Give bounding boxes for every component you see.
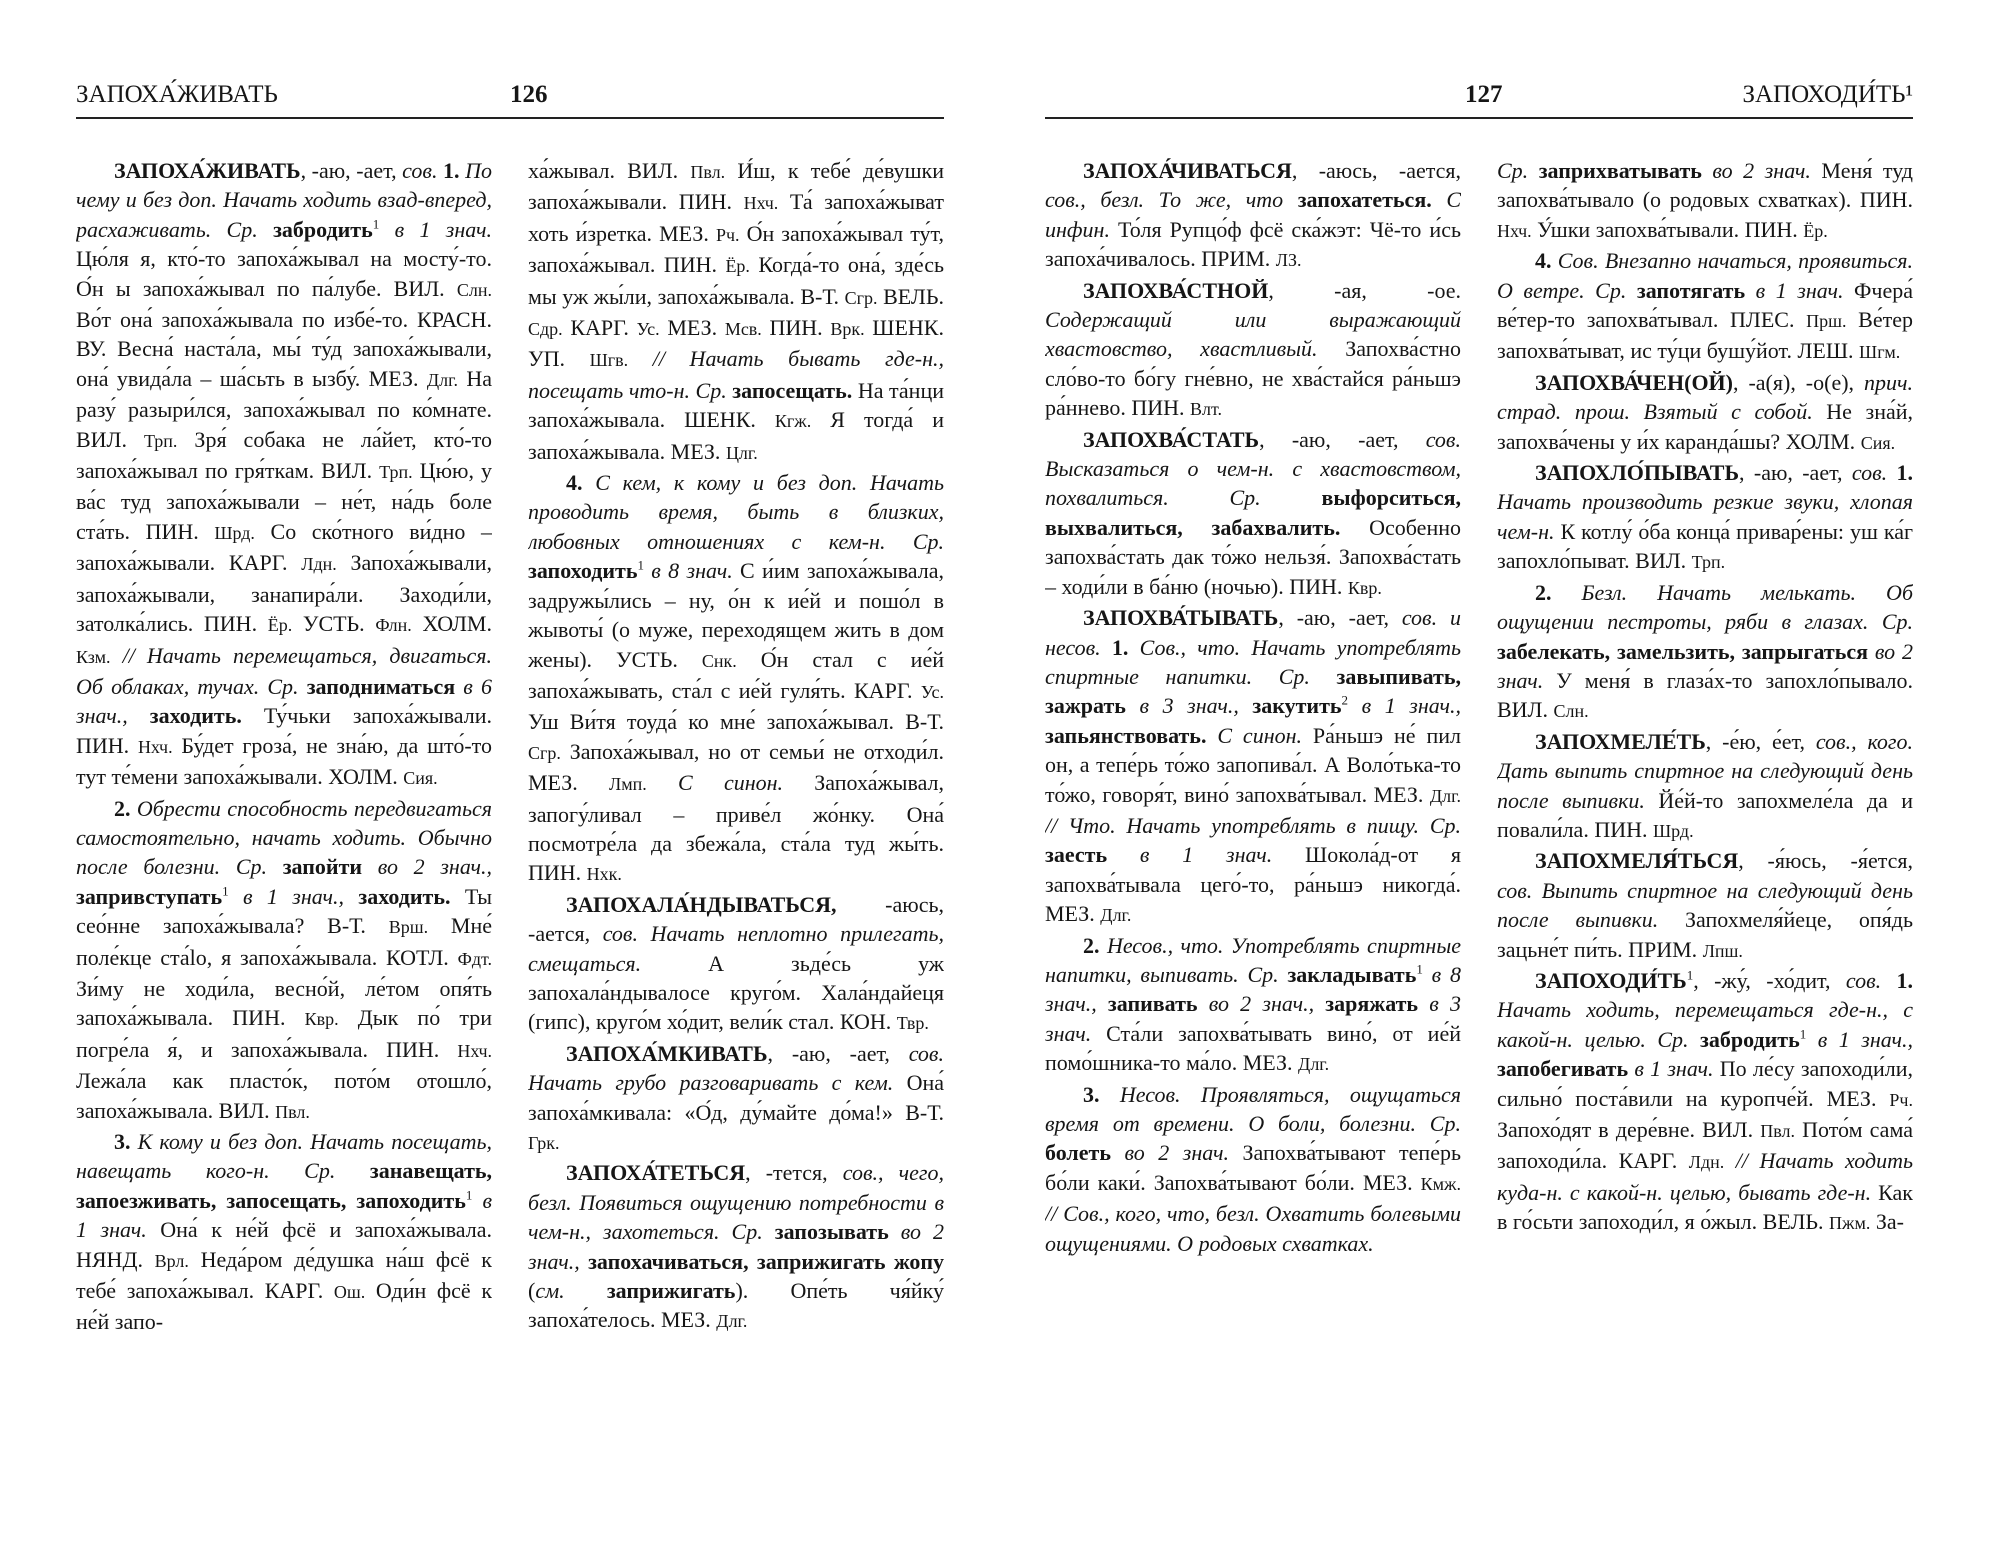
right-column-1 (1045, 156, 1461, 1446)
continued-text: Ср. заприхватывать во 2 знач. Меня́ туд запохва́тывало (о родовых схватках). ПИН. Нхч. У́шки запохва́тывали. ПИН. Ёр. (1497, 158, 1913, 242)
sense-paragraph: 2. Несов., что. Употреблять спиртные напитки, выпивать. Ср. закладывать$^1$ в 8 знач., запивать во 2 знач., заряжать в 3 знач. Ста́ли запохва́тывать вино́, от ие́й помо́шника-то ма́ло. МЕЗ. Длг. (1045, 932, 1461, 1076)
left-running-head (76, 0, 944, 120)
dictionary-entry: ЗАПОХМЕЛЯ́ТЬСЯ, -я́юсь, -я́ется, сов. Выпить спиртное на следующий день после выпивки. Запохмеля́йеце, опя́дь зацьне́т пи́ть. ПРИМ. Лпш. (1497, 848, 1913, 962)
left-columns (76, 156, 944, 1446)
sense-paragraph: 2. Обрести способность передвигаться самостоятельно, начать ходить. Обычно после болезни. Ср. запойти во 2 знач., запривступать$^1$ в 1 знач., заходить. Ты сео́нне запоха́жывала? В-Т. Врш. Мне́ поле́кце ста́lо, я запоха́жывaла. КОТЛ. Фдт. Зи́му не ходи́ла, весно́й, ле́том опя́ть запоха́жывала. ПИН. Квр. Дык по́ три погре́ла я́, и запоха́жывала. ПИН. Нхч. Лежа́ла как пласто́к, пото́м отошло́, запоха́жывала. ВИЛ. Пвл. (76, 795, 492, 1123)
dictionary-entry: ЗАПОХАЛА́НДЫВАТЬСЯ, -аюсь, -ается, сов. Начать неплотно прилегать, смещаться. А зьде́сь уж запохала́ндывалосе круго́м. Хала́ндайеця (гипс), круго́м хо́дит, вели́к стал. КОН. Твр. (528, 891, 944, 1035)
right-header-rule (1045, 117, 1913, 119)
dictionary-entry: ЗАПОХВА́СТНОЙ, -ая, -ое. Содержащий или выражающий хвастовство, хвастливый. Запохва́стно сло́во-то бо́гу гне́вно, не хва́стайся ра́ньшэ ра́ннево. ПИН. Влт. (1045, 277, 1461, 421)
right-running-head (1045, 0, 1913, 120)
left-header-rule (76, 117, 944, 119)
dictionary-entry: ЗАПОХА́МКИВАТЬ, -аю, -ает, сов. Начать грубо разговаривать с кем. Она́ запоха́мкивала: «О́д, ду́майте до́ма!» В-Т. Грк. (528, 1040, 944, 1153)
dictionary-entry: $ЗАПОХОДИ́ТЬ^1$, -жу́, -хо́дит, сов. 1. Начать ходить, перемещаться где-н., с какой-н. целью. Ср. забродить$^1$ в 1 знач., запобегивать в 1 знач. По ле́су запоходи́ли, сильно́ поста́вили на куропче́й. МЕЗ. Рч. Запохо́дят в дере́вне. ВИЛ. Пвл. Пото́м сама́ запоходи́ла. КАРГ. Лдн. // Начать ходить куда-н. с какой-н. целью, бывать где-н. Как в го́сьти запоходи́л, я о́жыл. ВЕЛЬ. Пжм. За- (1497, 967, 1913, 1235)
sense-paragraph: 2. Безл. Начать мелькать. Об ощущении пестроты, ряби в глазах. Ср. забелекать, замельзить, запрыгаться во 2 знач. У меня́ в глаза́х-то запохло́пывало. ВИЛ. Слн. (1497, 579, 1913, 723)
right-columns (1045, 156, 1913, 1446)
dictionary-entry: ЗАПОХВА́ЧЕН(ОЙ), -а(я), -о(е), прич. страд. прош. Взятый с собой. Не зна́й, запохва́чены у и́х каранда́шы? ХОЛМ. Сия. (1497, 369, 1913, 454)
dictionary-entry: ЗАПОХВА́СТАТЬ, -аю, -ает, сов. Высказаться о чем-н. с хвастовством, похвалиться. Ср. выфорситься, выхвалиться, забахвалить. Особенно запохва́стать дак то́жо нельзя́. Запохва́стать – ходи́ли в ба́ню (ночью). ПИН. Квр. (1045, 426, 1461, 599)
left-page (76, 0, 944, 1545)
sense-paragraph: 3. Несов. Проявляться, ощущаться время от времени. О боли, болезни. Ср. болеть во 2 знач. Запохва́тывают тепе́рь бо́ли каки́. Запохва́тывают бо́ли. МЕЗ. Кмж. // Сов., кого, что, безл. Охватить болевыми ощущениями. О родовых схватках. (1045, 1081, 1461, 1256)
dictionary-entry: ЗАПОХМЕЛЕ́ТЬ, -е́ю, е́ет, сов., кого. Дать выпить спиртное на следующий день после выпивки. Йе́й-то запохмеле́ла да и повали́ла. ПИН. Шрд. (1497, 728, 1913, 842)
dictionary-entry: ЗАПОХЛО́ПЫВАТЬ, -аю, -ает, сов. 1. Начать производить резкие звуки, хлопая чем-н. К котлу́ о́ба конца́ привар́ены: уш ка́г запохло́пыват. ВИЛ. Трп. (1497, 460, 1913, 574)
sense-paragraph: 3. К кому и без доп. Начать посещать, навещать кого-н. Ср. занавещать, запоезживать, запосещать, запоходить$^1$ в 1 знач. Она́ к не́й фсё и запоха́жывала. НЯНД. Врл. Неда́ром де́душка на́ш фсё к тебе́ запоха́жывал. КАРГ. Ош. Оди́н фсё к не́й запо- (76, 1129, 492, 1335)
continued-text: ха́жывал. ВИЛ. Пвл. И́ш, к тебе́ де́вушки запоха́жывали. ПИН. Нхч. Та́ запоха́жыват хоть и́зретка. МЕЗ. Рч. О́н запоха́жывал ту́т, запоха́жывал. ПИН. Ёр. Когда́-то она́, зде́сь мы уж жы́ли, запоха́жывала. В-Т. Сгр. ВЕЛЬ. Сдр. КАРГ. Ус. МЕЗ. Мсв. ПИН. Врк. ШЕНК. УП. Шгв. // Начать бывать где-н., посещать что-н. Ср. запосещать. На та́нци запоха́жывала. ШЕНК. Кгж. Я тогда́ и запоха́жывала. МЕЗ. Цлг. (528, 158, 944, 464)
left-column-2 (528, 156, 944, 1446)
dictionary-entry: ЗАПОХА́ЧИВАТЬСЯ, -аюсь, -ается, сов., безл. То же, что запохатеться. С инфин. То́ля Рупцо́ф фсё ска́жэт: Чё-то и́сь запоха́чивалось. ПРИМ. ЛЗ. (1045, 158, 1461, 272)
dictionary-entry: ЗАПОХА́ТЕТЬСЯ, -тется, сов., чего, безл. Появиться ощущению потребности в чем-н., захотеться. Ср. запозывать во 2 знач., запохачиваться, заприжигать жопу (см. заприжигать). Опе́ть чя́йку́ запоха́телось. МЕЗ. Длг. (528, 1160, 944, 1333)
right-column-2 (1497, 156, 1913, 1446)
left-column-1 (76, 156, 492, 1446)
left-page-number: 126 (510, 81, 548, 108)
sense-paragraph: 4. Сов. Внезапно начаться, проявиться. О ветре. Ср. запотягать в 1 знач. Фчера́ ве́тер-то запохва́тывал. ПЛЕС. Прш. Ве́тер запохва́тыват, ис ту́ци бушу́йот. ЛЕШ. Шгм. (1497, 248, 1913, 364)
right-page-number: 127 (1465, 81, 1503, 108)
sense-paragraph: 4. С кем, к кому и без доп. Начать проводить время, быть в близких, любовных отношениях с кем-н. Ср. запоходить$^1$ в 8 знач. С и́им запоха́жывала, задружы́лись – ну, о́н к ие́й и пошо́л в жывоты́ (о муже, переходящем жить в дом жены). УСТЬ. Снк. О́н стал с ие́й запоха́жывать, ста́л с ие́й гуля́ть. КАРГ. Ус. Уш Ви́тя тоуда́ ко мне́ запоха́жывал. В-Т. Сгр. Запоха́жывал, но от семьи́ не отходи́л. МЕЗ. Лмп. С синон. Запоха́жывал, запогу́ливал – приве́л жо́нку. Она́ посмотре́ла да збежа́ла, ста́ла туд жы́ть. ПИН. Нхк. (528, 470, 944, 886)
right-header-word: ЗАПОХОДИ́ТЬ¹ (1742, 81, 1913, 108)
right-page (1045, 0, 1913, 1545)
left-header-word: ЗАПОХА́ЖИВАТЬ (76, 81, 278, 108)
dictionary-entry: ЗАПОХВА́ТЫВАТЬ, -аю, -ает, сов. и несов. 1. Сов., что. Начать употреблять спиртные напитки. Ср. завыпивать, зажрать в 3 знач., закутить$^2$ в 1 знач., запьянствовать. С синон. Ра́ньшэ не́ пил он, а тепе́рь то́жо запопива́л. А Воло́тька-то то́жо, говоря́т, вино́ запохва́тывал. МЕЗ. Длг. // Что. Начать употреблять в пищу. Ср. заесть в 1 знач. Шокола́д-от я запохва́тывала цего́-то, ра́ньшэ никогда́. МЕЗ. Длг. (1045, 605, 1461, 927)
dictionary-entry: ЗАПОХА́ЖИВАТЬ, -аю, -ает, сов. 1. По чему и без доп. Начать ходить взад-вперед, расхаживать. Ср. забродить$^1$ в 1 знач. Цю́ля я, кто́-то запоха́жывал на мосту́-то. О́н ы запоха́жывал по па́лубе. ВИЛ. Слн. Во́т она́ запоха́жывала по избе́-то. КРАСН. ВУ. Весна́ наста́ла, мы́ ту́д запоха́жывали, она́ увида́ла – ша́сьть в ызбу́. МЕЗ. Длг. На разу́ разыри́лся, запоха́жывал по ко́мнате. ВИЛ. Трп. Зря́ собака не ла́йет, кто́-то запоха́жывал по гря́ткам. ВИЛ. Трп. Цю́ю, у ва́с туд запоха́жывали – не́т, на́дь боле ста́ть. ПИН. Шрд. Со ско́тного ви́дно – запоха́жывали. КАРГ. Лдн. Запоха́жывали, запоха́жывали, занапира́ли. Заходи́ли, затолка́лись. ПИН. Ёр. УСТЬ. Флн. ХОЛМ. Кзм. // Начать перемещаться, двигаться. Об облаках, тучах. Ср. заподниматься в 6 знач., заходить. Ту́чьки запоха́жывали. ПИН. Нхч. Бу́дет гроза́, не зна́ю, да што́-то тут те́мени запоха́жывали. ХОЛМ. Сия. (76, 158, 492, 790)
